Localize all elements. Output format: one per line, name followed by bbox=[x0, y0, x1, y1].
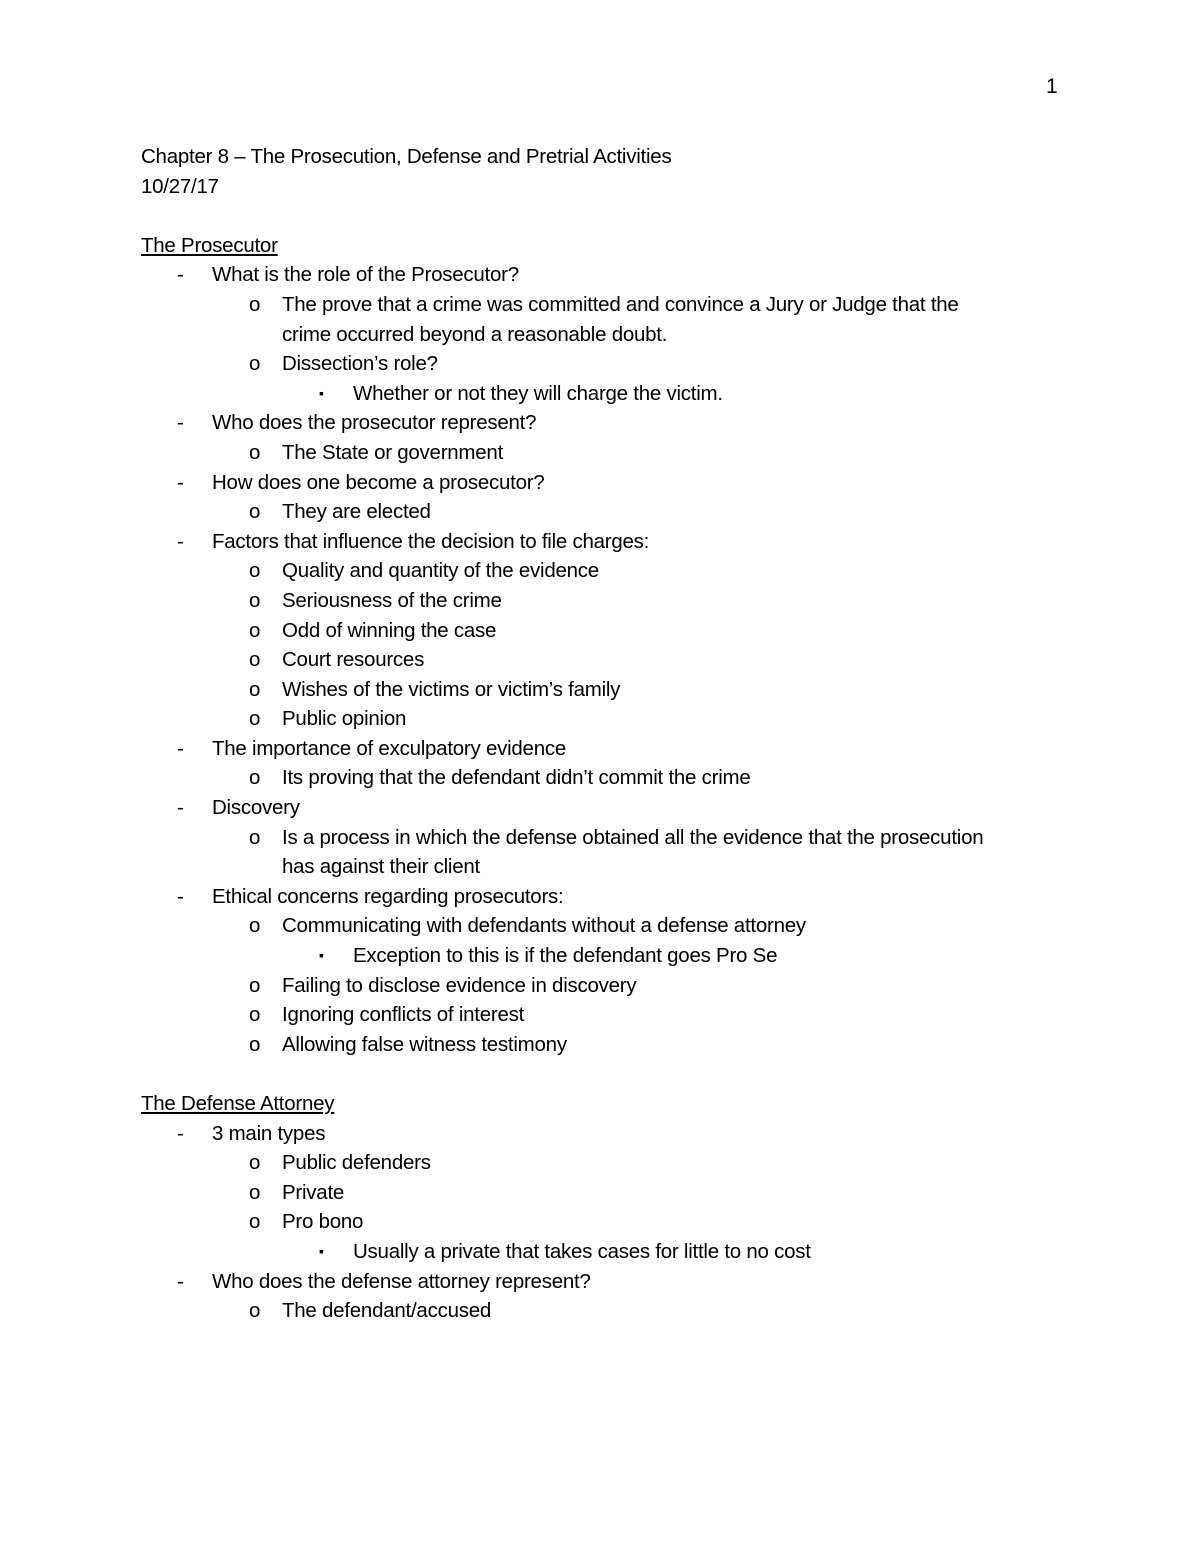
dash-bullet: - bbox=[177, 1121, 184, 1145]
list-item-text: Public defenders bbox=[282, 1151, 431, 1175]
list-item bbox=[141, 1296, 1071, 1326]
list-item bbox=[141, 1178, 1071, 1208]
list-item-text: Dissection’s role? bbox=[282, 352, 438, 376]
circle-bullet: o bbox=[249, 292, 261, 316]
dash-bullet: - bbox=[177, 411, 184, 435]
page-number: 1 bbox=[1046, 75, 1058, 98]
list-item-text: Who does the defense attorney represent? bbox=[212, 1269, 591, 1293]
list-item-text: Usually a private that takes cases for little to no cost bbox=[353, 1239, 811, 1263]
list-item bbox=[141, 1119, 1071, 1149]
document-title: Chapter 8 – The Prosecution, Defense and Pretrial Activities bbox=[141, 145, 672, 168]
list-item-text: Wishes of the victims or victim’s family bbox=[282, 677, 621, 701]
list-item-text: Court resources bbox=[282, 648, 425, 672]
square-bullet: ▪ bbox=[319, 1242, 324, 1259]
list-item-text: 3 main types bbox=[212, 1121, 326, 1145]
circle-bullet: o bbox=[249, 825, 261, 849]
dash-bullet: - bbox=[177, 470, 184, 494]
list-item-text: Private bbox=[282, 1180, 345, 1204]
list-item-text: Its proving that the defendant didn’t commit the crime bbox=[282, 766, 751, 790]
list-item bbox=[141, 586, 1071, 616]
list-item bbox=[141, 645, 1071, 675]
circle-bullet: o bbox=[249, 677, 261, 701]
circle-bullet: o bbox=[249, 500, 261, 524]
square-bullet: ▪ bbox=[319, 384, 324, 401]
list-item-text: Failing to disclose evidence in discovery bbox=[282, 973, 637, 997]
circle-bullet: o bbox=[249, 1032, 261, 1056]
list-item-text: The importance of exculpatory evidence bbox=[212, 736, 567, 760]
circle-bullet: o bbox=[249, 1003, 261, 1027]
list-item bbox=[141, 497, 1071, 527]
list-item bbox=[141, 941, 1071, 971]
circle-bullet: o bbox=[249, 618, 261, 642]
list-item-text: Exception to this is if the defendant goes Pro Se bbox=[353, 944, 778, 968]
list-item bbox=[141, 527, 1071, 557]
circle-bullet: o bbox=[249, 1210, 261, 1234]
list-item-text: Allowing false witness testimony bbox=[282, 1032, 567, 1056]
list-item bbox=[141, 260, 1071, 290]
circle-bullet: o bbox=[249, 1151, 261, 1175]
circle-bullet: o bbox=[249, 559, 261, 583]
section-heading-prosecutor bbox=[141, 231, 1071, 261]
list-item bbox=[141, 408, 1071, 438]
circle-bullet: o bbox=[249, 914, 261, 938]
list-item bbox=[141, 556, 1071, 586]
list-item bbox=[141, 823, 1071, 853]
circle-bullet: o bbox=[249, 1299, 261, 1323]
list-item-text: Who does the prosecutor represent? bbox=[212, 411, 537, 435]
circle-bullet: o bbox=[249, 1180, 261, 1204]
list-item bbox=[141, 438, 1071, 468]
section-heading-text: The Prosecutor bbox=[141, 233, 278, 257]
list-item bbox=[141, 734, 1071, 764]
square-bullet: ▪ bbox=[319, 947, 324, 964]
list-item bbox=[141, 704, 1071, 734]
list-item-text: Communicating with defendants without a defense attorney bbox=[282, 914, 806, 938]
list-item bbox=[141, 1148, 1071, 1178]
list-item-text: Is a process in which the defense obtained all the evidence that the prosecution bbox=[282, 825, 984, 849]
list-item-text: Pro bono bbox=[282, 1210, 364, 1234]
list-item bbox=[141, 882, 1071, 912]
list-item bbox=[141, 379, 1071, 409]
list-item-text: Discovery bbox=[212, 796, 300, 820]
circle-bullet: o bbox=[249, 440, 261, 464]
list-item-text: Odd of winning the case bbox=[282, 618, 497, 642]
list-item bbox=[141, 763, 1071, 793]
list-item-text: Ethical concerns regarding prosecutors: bbox=[212, 884, 564, 908]
list-item bbox=[141, 1030, 1071, 1060]
list-item-text: Whether or not they will charge the victim. bbox=[353, 381, 723, 405]
circle-bullet: o bbox=[249, 352, 261, 376]
list-item bbox=[141, 793, 1071, 823]
list-item bbox=[141, 616, 1071, 646]
list-item bbox=[141, 971, 1071, 1001]
circle-bullet: o bbox=[249, 648, 261, 672]
list-item-text: The defendant/accused bbox=[282, 1299, 492, 1323]
list-item bbox=[141, 1267, 1071, 1297]
dash-bullet: - bbox=[177, 884, 184, 908]
list-item-text: How does one become a prosecutor? bbox=[212, 470, 545, 494]
list-item bbox=[141, 911, 1071, 941]
dash-bullet: - bbox=[177, 796, 184, 820]
list-item bbox=[141, 349, 1071, 379]
list-item bbox=[141, 1207, 1071, 1237]
section-heading-defense bbox=[141, 1089, 1071, 1119]
dash-bullet: - bbox=[177, 529, 184, 553]
document-body bbox=[141, 142, 1071, 1326]
dash-bullet: - bbox=[177, 263, 184, 287]
list-item-text: Quality and quantity of the evidence bbox=[282, 559, 599, 583]
circle-bullet: o bbox=[249, 588, 261, 612]
list-item bbox=[141, 290, 1071, 320]
list-item bbox=[141, 1237, 1071, 1267]
spacer bbox=[141, 201, 1071, 231]
section-heading-text: The Defense Attorney bbox=[141, 1092, 335, 1115]
list-item-text: The State or government bbox=[282, 440, 504, 464]
document-date: 10/27/17 bbox=[141, 174, 219, 198]
spacer bbox=[141, 1059, 1071, 1089]
list-item-continuation: crime occurred beyond a reasonable doubt. bbox=[282, 322, 668, 346]
circle-bullet: o bbox=[249, 973, 261, 997]
list-item-text: Factors that influence the decision to file charges: bbox=[212, 529, 650, 553]
list-item-continuation: has against their client bbox=[282, 855, 480, 879]
list-item-text: Public opinion bbox=[282, 707, 407, 731]
list-item-text: They are elected bbox=[282, 500, 431, 524]
list-item-text: Ignoring conflicts of interest bbox=[282, 1003, 525, 1027]
list-item-text: The prove that a crime was committed and convince a Jury or Judge that the bbox=[282, 292, 959, 316]
list-item bbox=[141, 1000, 1071, 1030]
circle-bullet: o bbox=[249, 766, 261, 790]
list-item bbox=[141, 468, 1071, 498]
list-item-text: What is the role of the Prosecutor? bbox=[212, 263, 519, 287]
dash-bullet: - bbox=[177, 1269, 184, 1293]
dash-bullet: - bbox=[177, 736, 184, 760]
circle-bullet: o bbox=[249, 707, 261, 731]
list-item-text: Seriousness of the crime bbox=[282, 588, 502, 612]
list-item bbox=[141, 675, 1071, 705]
